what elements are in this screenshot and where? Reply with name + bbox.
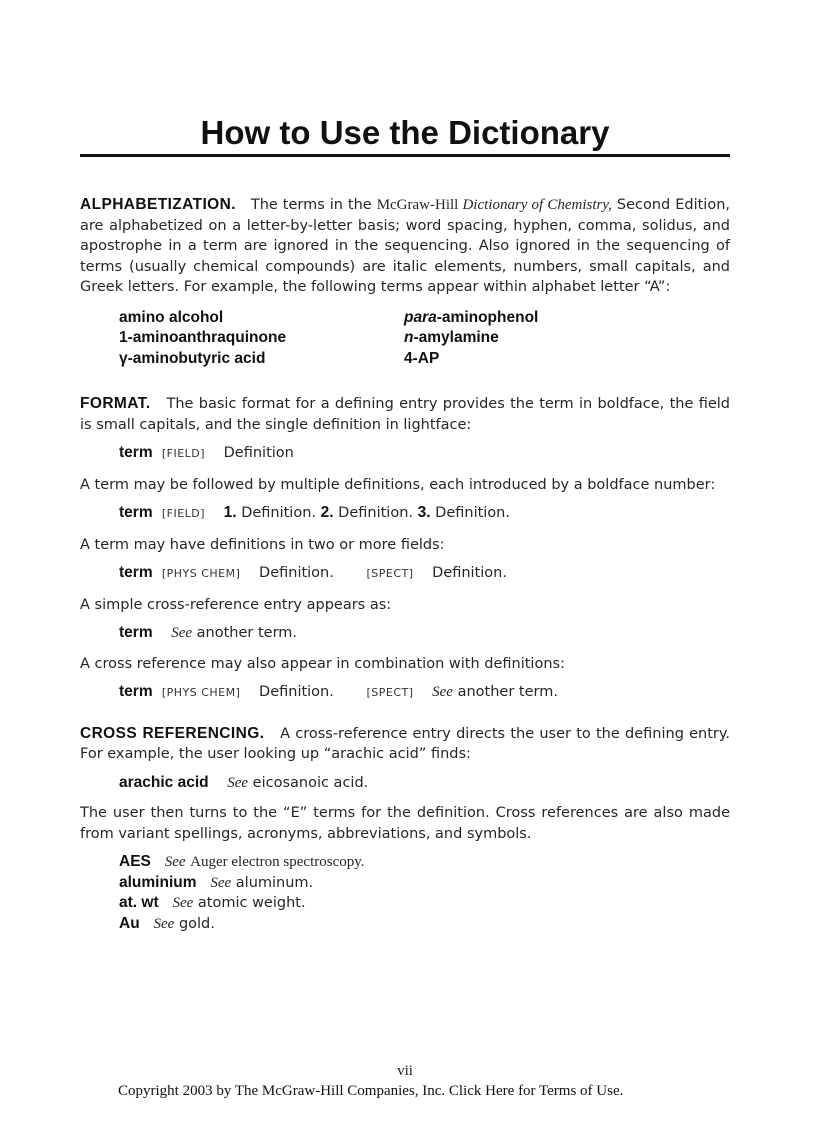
example-term-prefix: n	[404, 329, 414, 346]
example-term	[404, 349, 439, 370]
multi-definition-intro: A term may be followed by multiple definitions, each introduced by a boldface number:	[80, 476, 716, 493]
definition-text: Definition.	[435, 505, 510, 521]
cross-reference-list	[119, 852, 730, 934]
page-number: vii	[397, 1063, 413, 1079]
definition-number: 1.	[223, 504, 237, 521]
example-row	[119, 328, 730, 349]
alphabetization-heading: ALPHABETIZATION.	[80, 196, 236, 213]
example-term: at. wt	[119, 894, 159, 911]
example-term: Au	[119, 914, 140, 932]
reference-target: gold.	[178, 915, 215, 932]
format-heading: FORMAT.	[80, 395, 151, 412]
reference-target: eicosanoic acid.	[252, 774, 369, 791]
definition-number: 3.	[417, 504, 431, 521]
title-rule	[80, 154, 730, 157]
example-term-rest: 4-AP	[404, 349, 440, 367]
reference-target: atomic weight.	[197, 895, 306, 911]
example-term: γ-aminobutyric acid	[119, 349, 266, 367]
alphabetization-examples	[119, 308, 730, 370]
definition-text: Definition.	[432, 565, 507, 581]
see-reference: See	[432, 684, 453, 700]
cross-referencing-after-text: The user then turns to the “E” terms for the definition. Cross references are also made from variant spellings, acronyms, abbreviations, and symbols.	[80, 805, 730, 842]
page-title: How to Use the Dictionary	[200, 114, 610, 151]
example-term-rest: -amylamine	[413, 329, 499, 346]
format-example-basic	[119, 443, 730, 465]
definition-text: Definition.	[259, 565, 334, 581]
combo-xref-intro: A cross reference may also appear in combination with definitions:	[80, 655, 565, 672]
format-paragraph	[80, 394, 730, 435]
example-term: term	[119, 444, 153, 461]
cross-referencing-section	[80, 724, 730, 935]
definition-text: Definition.	[241, 505, 317, 521]
format-example-combo	[119, 682, 730, 704]
list-item	[119, 873, 730, 894]
cross-referencing-text: A cross-reference entry directs the user to the defining entry. For example, the user looking up “arachic acid” finds:	[80, 725, 731, 762]
simple-xref-intro: A simple cross-reference entry appears as:	[80, 596, 392, 613]
cross-referencing-example	[119, 773, 730, 794]
example-term: 1-aminoanthraquinone	[119, 329, 287, 346]
definition-text: Definition.	[338, 505, 413, 521]
example-term-prefix: para	[404, 308, 437, 326]
see-reference: See	[153, 915, 175, 932]
example-row	[119, 349, 730, 370]
format-example-multi	[119, 503, 730, 525]
example-term: AES	[119, 853, 151, 870]
see-reference: See	[172, 895, 194, 911]
example-term: term	[119, 683, 153, 700]
example-term-rest: -aminophenol	[436, 308, 539, 326]
example-term: term	[119, 624, 153, 641]
reference-target: another term.	[196, 625, 298, 641]
format-example-fields	[119, 563, 730, 585]
cross-referencing-heading: CROSS REFERENCING.	[80, 724, 265, 742]
publisher-name: McGraw-Hill	[376, 197, 463, 213]
see-reference: See	[227, 774, 249, 791]
reference-target: aluminum.	[235, 874, 314, 891]
field-label: [PHYS CHEM]	[161, 686, 241, 699]
definition-text: Definition	[223, 445, 294, 461]
example-row	[119, 308, 730, 329]
copyright-notice[interactable]: Copyright 2003 by The McGraw-Hill Companies, Inc. Click Here for Terms of Use.	[118, 1083, 624, 1099]
field-label: [FIELD]	[161, 447, 206, 460]
example-term: term	[119, 564, 153, 581]
format-text: The basic format for a defining entry provides the term in boldface, the field is small capitals, and the single definition in lightface:	[80, 396, 731, 433]
see-reference: See	[164, 854, 186, 870]
page-content	[80, 195, 730, 934]
multi-field-intro: A term may have definitions in two or more fields:	[80, 536, 445, 553]
see-reference: See	[210, 874, 232, 891]
example-term	[404, 308, 538, 329]
list-item	[119, 852, 730, 873]
field-label: [SPECT]	[366, 567, 414, 580]
definition-number: 2.	[320, 504, 334, 521]
alphabetization-paragraph	[80, 195, 730, 298]
field-label: [SPECT]	[366, 686, 414, 699]
list-item	[119, 893, 730, 914]
book-title: Dictionary of Chemistry,	[462, 197, 612, 213]
alphabetization-text-start: The terms in the	[250, 197, 377, 213]
see-reference: See	[171, 625, 193, 641]
field-label: [PHYS CHEM]	[161, 567, 241, 580]
list-item	[119, 914, 730, 935]
reference-target: another term.	[457, 684, 558, 700]
cross-referencing-paragraph	[80, 724, 730, 765]
format-example-xref	[119, 623, 730, 644]
reference-target: Auger electron spectroscopy.	[190, 854, 365, 870]
example-term	[404, 328, 499, 349]
alphabetization-text-end: Second Edition, are alphabetized on a letter-by-letter basis; word spacing, hyphen, comma, solidus, and apostrophe in a term are ignored in the sequencing. Also ignored in the sequencing of terms (usually chemical compounds) are italic elements, numbers, small capitals, and Greek letters. For example, the following terms appear within alphabet letter “A”:	[80, 197, 730, 295]
example-term: arachic acid	[119, 773, 209, 791]
field-label: [FIELD]	[161, 507, 206, 520]
example-term: term	[119, 504, 153, 521]
example-term: aluminium	[119, 873, 197, 891]
example-term: amino alcohol	[119, 308, 224, 326]
format-section	[80, 394, 730, 704]
definition-text: Definition.	[259, 684, 334, 700]
